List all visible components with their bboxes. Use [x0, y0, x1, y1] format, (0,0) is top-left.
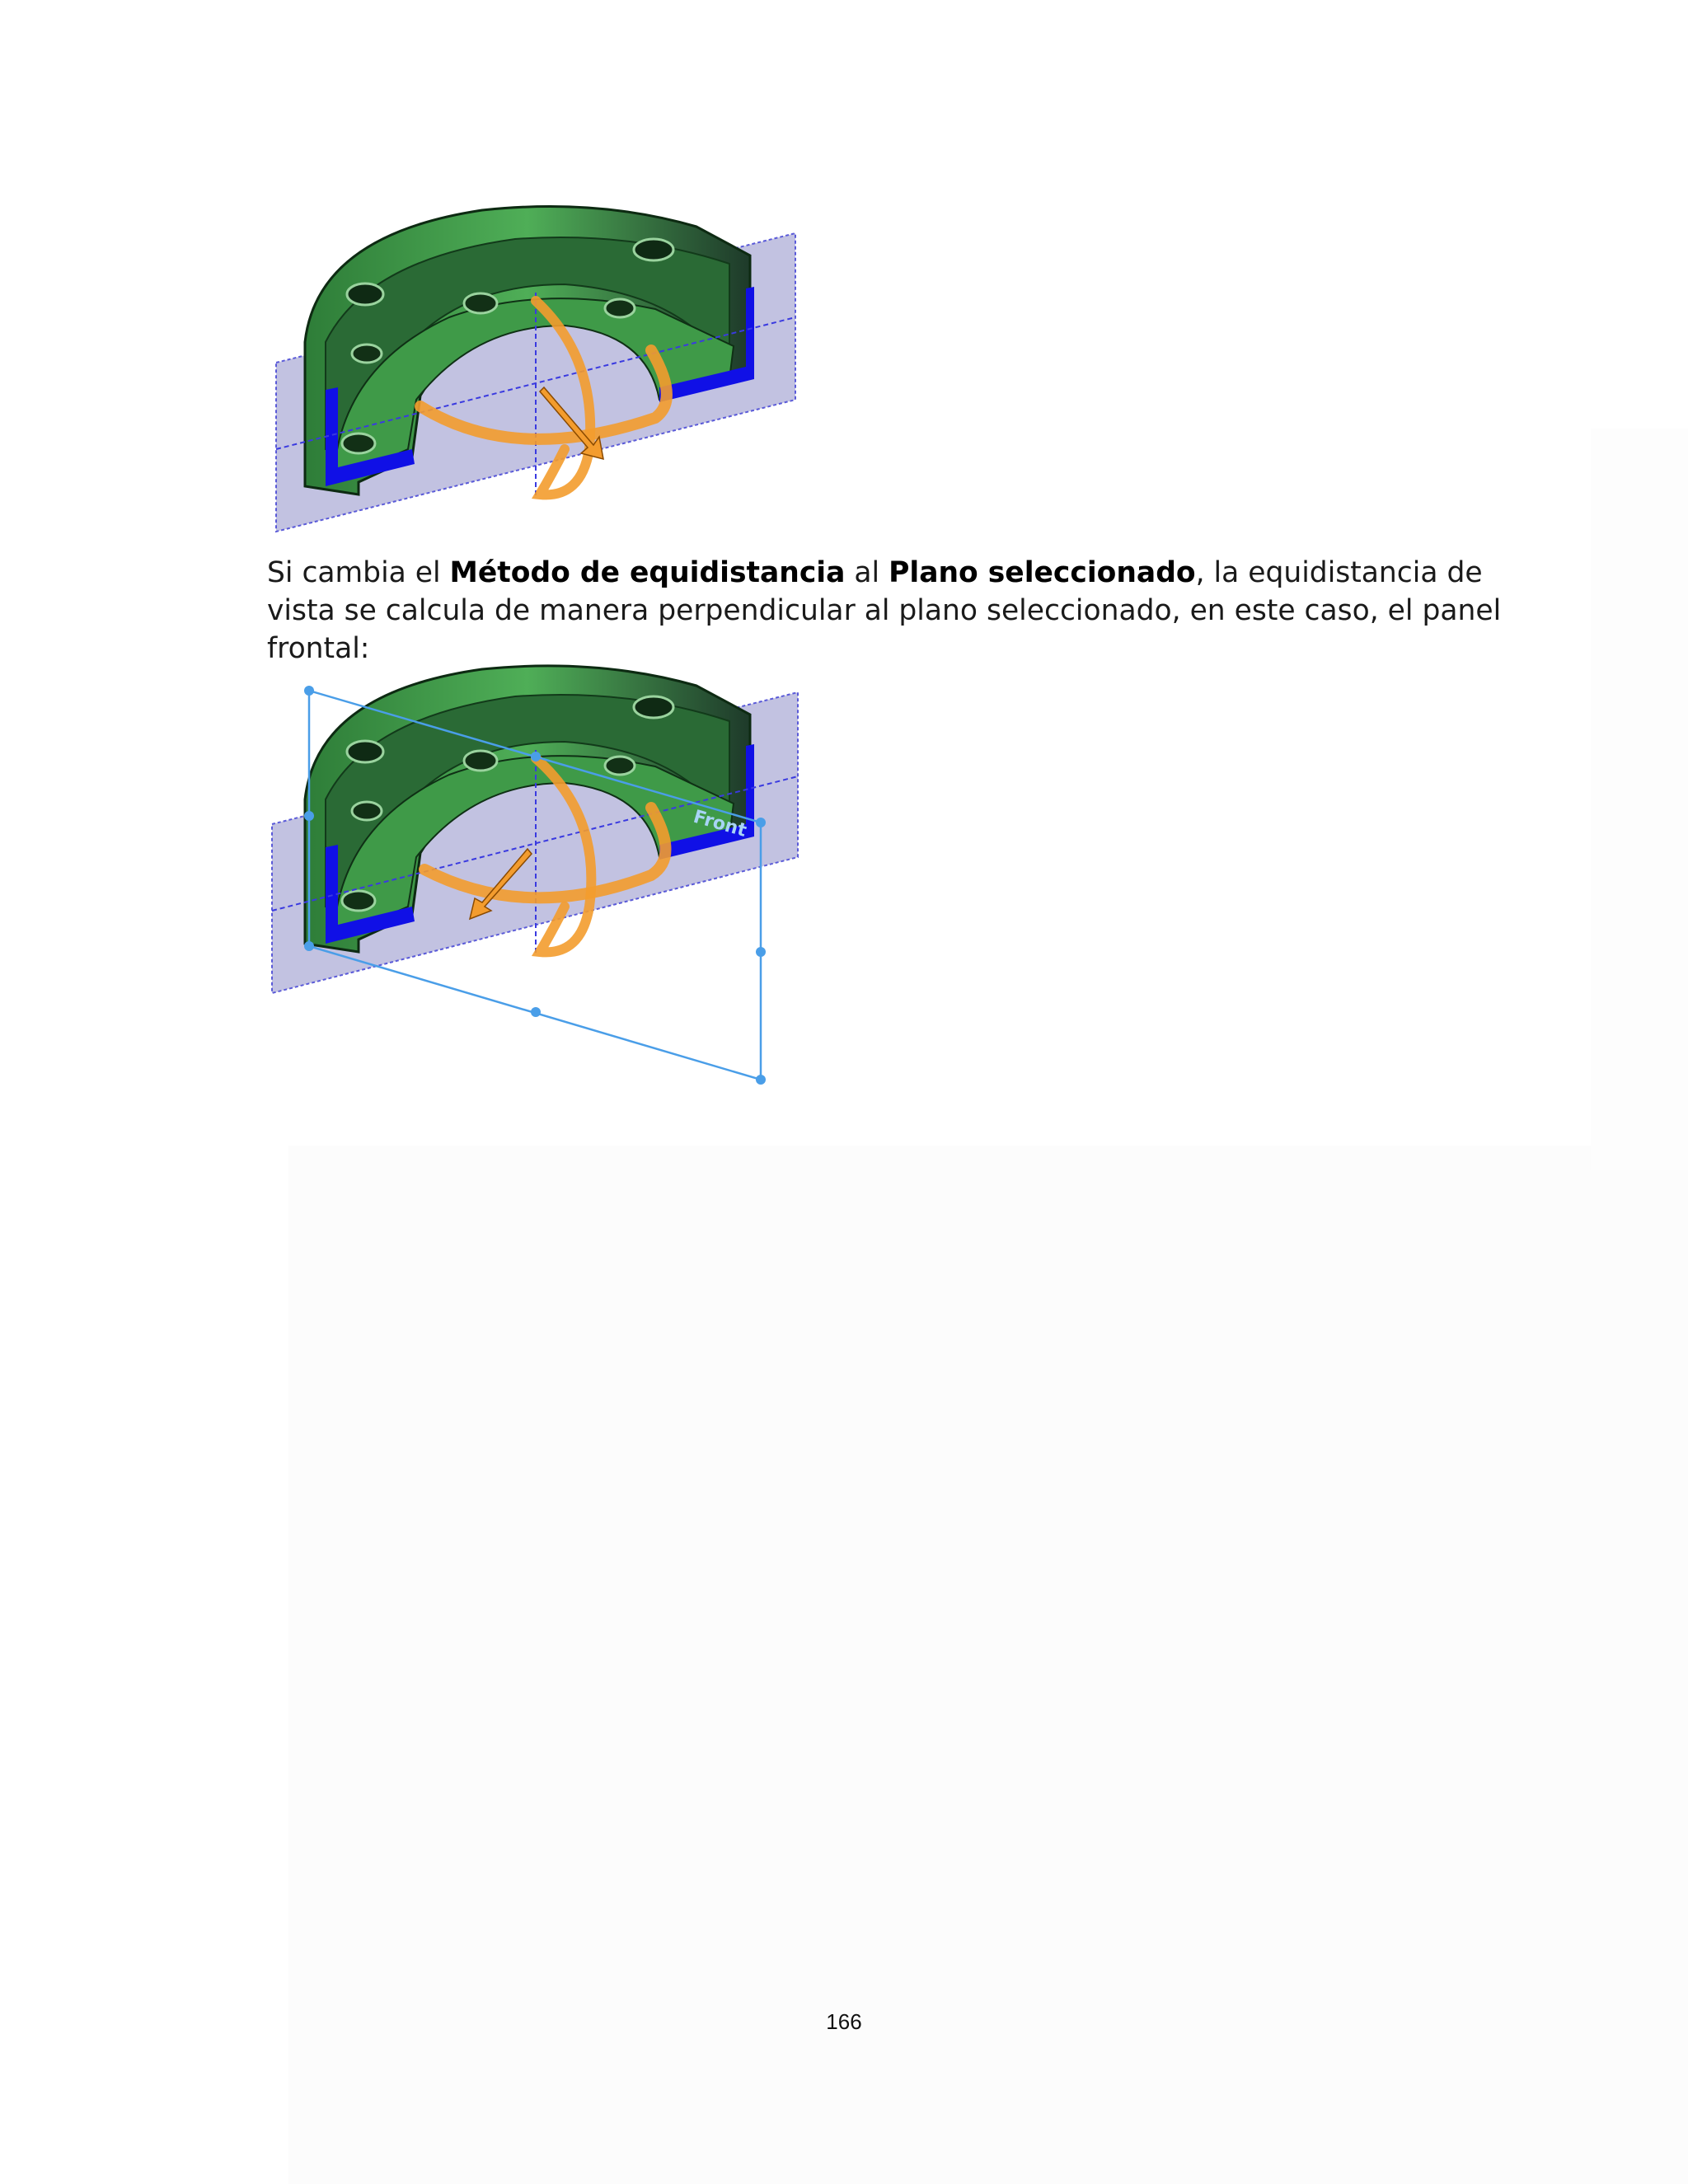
page-number: 166	[826, 2009, 862, 2034]
plane-handle[interactable]	[304, 686, 314, 696]
bolt-hole	[352, 344, 382, 363]
paragraph-text: , la equidistancia de vista se calcula de manera perpendicular al plano seleccionado, en este caso, el panel frontal:	[267, 556, 1502, 665]
method-term: Método de equidistancia	[449, 556, 846, 589]
paragraph-text: Si cambia el	[267, 556, 450, 589]
bolt-hole	[634, 239, 673, 260]
bolt-hole	[464, 751, 497, 771]
bolt-hole	[605, 299, 635, 317]
plane-handle[interactable]	[304, 811, 314, 821]
body-paragraph	[267, 554, 1503, 668]
bolt-hole	[342, 891, 375, 911]
plane-handle[interactable]	[304, 941, 314, 951]
bolt-hole	[352, 802, 382, 820]
bolt-hole	[347, 741, 383, 762]
bolt-hole	[347, 284, 383, 305]
plane-handle[interactable]	[531, 752, 541, 762]
front-plane-label: Front	[691, 806, 749, 841]
plane-handle[interactable]	[756, 1075, 766, 1085]
plane-handle[interactable]	[756, 947, 766, 957]
bolt-hole	[605, 757, 635, 775]
plane-handle[interactable]	[531, 1007, 541, 1017]
bolt-hole	[464, 293, 497, 313]
paragraph-text: al	[845, 556, 889, 589]
section-view-figure-2	[264, 659, 816, 1104]
bolt-hole	[634, 696, 673, 718]
bolt-hole	[342, 434, 375, 453]
section-view-figure-1	[268, 202, 804, 536]
plane-handle[interactable]	[756, 818, 766, 827]
plane-term: Plano seleccionado	[889, 556, 1196, 589]
page-shade-right	[1591, 429, 1688, 1170]
